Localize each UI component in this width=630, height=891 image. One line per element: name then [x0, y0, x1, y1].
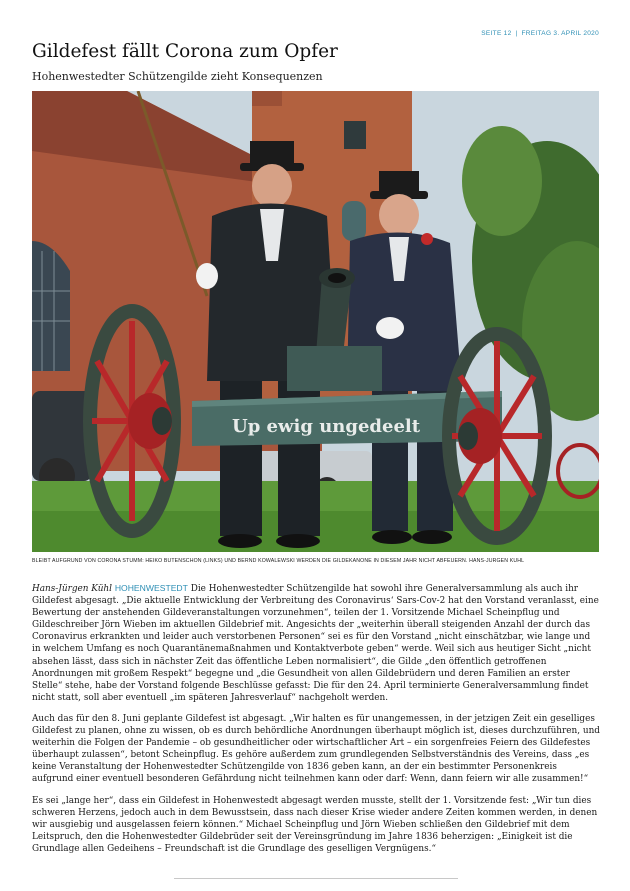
page-number: SEITE 12 [481, 30, 512, 37]
cannon-inscription: Up ewig ungedeelt [232, 416, 421, 437]
footer-rule [174, 878, 458, 879]
issue-date: FREITAG 3. APRIL 2020 [521, 30, 599, 37]
paragraph-3: Es sei „lange her“, dass ein Gildefest in Hohenwestedt abgesagt werden musste, stellt der 1. Vorsitzende fest: „Wir tun dies schweren Herzens, jedoch auch in dem Bewusstsein, dass nach dieser Krise wieder andere Zeiten kommen werden, in denen wir ausgiebig und ausgelassen feiern können.“ Michael Scheinpflug und Jörn Wieben schließen den Gildebrief mit dem Leitspruch, den die Hohenwestedter Gildebrüder seit der Vereinsgründung im Jahre 1836 beherzigen: „Einigkeit ist die Grundlage allen Gedeihens – Freundschaft ist die Grundlage des geselligen Vergnügens.“ [32, 795, 598, 854]
paragraph-1 [32, 582, 600, 704]
headline: Gildefest fällt Corona zum Opfer [32, 41, 338, 62]
paragraph-1-text: Die Hohenwestedter Schützengilde hat sowohl ihre Generalversammlung als auch ihr Gildefest abgesagt. „Die aktuelle Entwicklung der Verbreitung des Coronavirus‘ Sars-Cov-2 hat den Vorstand veranlasst, eine Bewertung der anstehenden Gildeveranstaltungen vorzunehmen“, teilen der 1. Vorsitzende Michael Scheinpflug und Gildeschreiber Jörn Wieben im aktuellen Gildebrief mit. Angesichts der „weiterhin überall steigenden Anzahl der durch das Coronavirus erkrankten und leider auch verstorbenen Personen“ sei es für den Vorstand „nicht einschätzbar, wie lange und in welchem Umfang es noch Quarantänemaßnahmen und Kontaktverbote geben“ werde. Weil sich aus heutiger Sicht „nicht absehen lässt, dass sich in nächster Zeit das öffentliche Leben normalisiert“, die Gilde „den öffentlich getroffenen Anordnungen mit großem Respekt“ begegne und „die Gesundheit von allen Gildebrüdern und deren Familien an erster Stelle“ stehe, habe der Vorstand folgende Beschlüsse gefasst: Die für den 24. April terminierte Generalversammlung findet nicht statt, soll aber eventuell „im späteren Jahresverlauf“ nachgeholt werden. [32, 584, 599, 703]
author-byline: Hans-Jürgen Kühl [32, 584, 112, 594]
wheel-right [449, 334, 545, 538]
wheel-left [90, 311, 174, 531]
article-photo [32, 91, 599, 552]
photo-caption: BLEIBT AUFGRUND VON CORONA STUMM: HEIKO BUTENSCHÖN (LINKS) UND BERND KOWALEWSKI WERDEN DIE GILDEKANONE IN DIESEM JAHR NICHT ABFEUERN. HANS-JÜRGEN KÜHL [32, 558, 525, 564]
page-meta [481, 30, 599, 37]
photo-illustration [32, 91, 599, 552]
article-body [32, 582, 600, 864]
dateline-location: HOHENWESTEDT [114, 583, 188, 593]
meta-separator: | [515, 30, 518, 37]
subheadline: Hohenwestedter Schützengilde zieht Konsequenzen [32, 70, 323, 83]
paragraph-2: Auch das für den 8. Juni geplante Gildefest ist abgesagt. „Wir halten es für unangemessen, in der jetzigen Zeit ein geselliges Gildefest zu planen, ohne zu wissen, ob es durch behördliche Anordnungen überhaupt möglich ist, dieses durchzuführen, und weiterhin die Folgen der Pandemie – ob gesundheitlicher oder wirtschaftlicher Art – ein sorgenfreies Feiern des Gildefestes überhaupt zulassen“, betont Scheinpflug. Es gehöre außerdem zum grundlegenden Selbstverständnis des Vereins, dass „es keine Veranstaltung der Hohenwestedter Schützengilde von 1836 geben kann, an der ein bestimmter Personenkreis aufgrund einer eventuell besonderen Gefährdung nicht teilnehmen kann oder darf: Wenn, dann feiern wir alle zusammen!“ [32, 713, 600, 785]
